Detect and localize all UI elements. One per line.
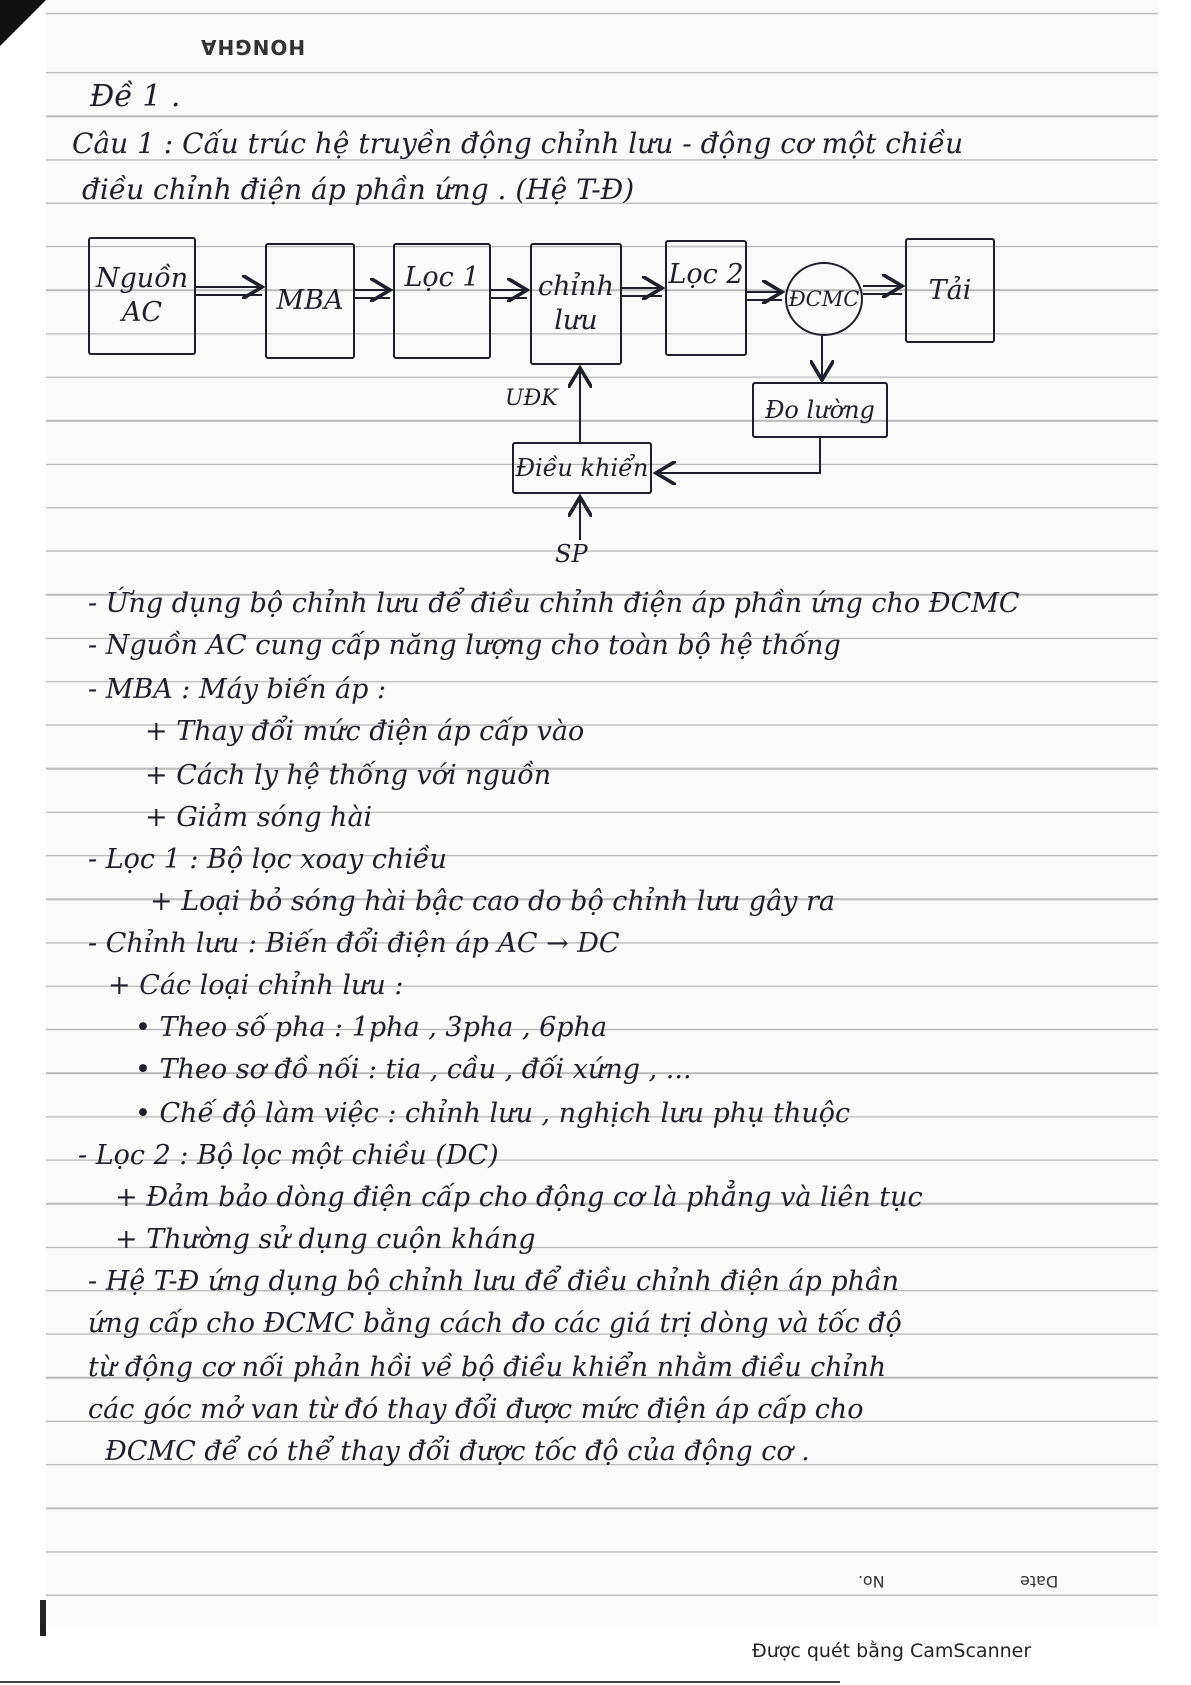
block-load: Tải	[905, 238, 995, 343]
note-line-13: • Chế độ làm việc : chỉnh lưu , nghịch lưu phụ thuộc	[135, 1098, 851, 1129]
arrow-rectifier-to-filter-2	[622, 288, 662, 296]
note-line-11: • Theo số pha : 1pha , 3pha , 6pha	[135, 1012, 608, 1043]
note-line-21: ĐCMC để có thể thay đổi được tốc độ của động cơ .	[105, 1436, 810, 1467]
note-line-16: + Thường sử dụng cuộn kháng	[115, 1224, 536, 1255]
label-setpoint: SP	[555, 540, 588, 568]
footer-date-label: Date	[1020, 1572, 1059, 1591]
note-line-5: + Cách ly hệ thống với nguồn	[145, 760, 552, 791]
note-line-12: • Theo sơ đồ nối : tia , cầu , đối xứng , ...	[135, 1054, 692, 1085]
label-control-voltage: UĐK	[505, 386, 558, 411]
block-controller: Điều khiển	[512, 442, 652, 494]
footer-number-label: No.	[858, 1572, 885, 1591]
question-line-1: Câu 1 : Cấu trúc hệ truyền động chỉnh lưu - động cơ một chiều	[72, 127, 964, 160]
block-source-ac: Nguồn AC	[88, 237, 196, 355]
notebook-brand-logo: HONGHA	[200, 35, 306, 59]
note-line-6: + Giảm sóng hài	[145, 802, 373, 833]
note-line-3: - MBA : Máy biến áp :	[88, 674, 387, 705]
arrow-mba-to-filter-1	[355, 290, 390, 298]
scan-edge-shadow	[40, 1600, 46, 1636]
feedback-measurement-to-controller	[656, 438, 820, 473]
note-line-9: - Chỉnh lưu : Biến đổi điện áp AC → DC	[88, 928, 620, 959]
note-line-18: ứng cấp cho ĐCMC bằng cách đo các giá trị dòng và tốc độ	[88, 1308, 902, 1339]
question-line-2: điều chỉnh điện áp phần ứng . (Hệ T-Đ)	[82, 173, 635, 206]
block-rectifier: chỉnh lưu	[530, 243, 622, 365]
block-dc-motor: ĐCMC	[785, 262, 863, 336]
exam-heading: Đề 1 .	[90, 79, 181, 114]
note-line-2: - Nguồn AC cung cấp năng lượng cho toàn bộ hệ thống	[88, 630, 841, 661]
note-line-8: + Loại bỏ sóng hài bậc cao do bộ chỉnh lưu gây ra	[150, 886, 836, 917]
bottom-edge-line	[0, 1681, 840, 1683]
note-line-14: - Lọc 2 : Bộ lọc một chiều (DC)	[78, 1140, 499, 1171]
note-line-15: + Đảm bảo dòng điện cấp cho động cơ là phẳng và liên tục	[115, 1182, 923, 1213]
note-line-7: - Lọc 1 : Bộ lọc xoay chiều	[88, 844, 447, 875]
block-filter-2: Lọc 2	[665, 240, 747, 356]
scanner-watermark: Được quét bằng CamScanner	[752, 1640, 1032, 1662]
block-measurement: Đo lường	[752, 382, 888, 438]
arrow-motor-to-load	[863, 286, 902, 294]
arrow-filter-1-to-rectifier	[491, 290, 527, 298]
arrow-source-to-mba	[196, 287, 262, 295]
note-line-17: - Hệ T-Đ ứng dụng bộ chỉnh lưu để điều chỉnh điện áp phần	[88, 1266, 899, 1297]
block-mba: MBA	[265, 243, 355, 359]
note-line-20: các góc mở van từ đó thay đổi được mức điện áp cấp cho	[88, 1394, 864, 1425]
note-line-19: từ động cơ nối phản hồi về bộ điều khiển nhằm điều chỉnh	[88, 1352, 887, 1383]
note-line-4: + Thay đổi mức điện áp cấp vào	[145, 716, 585, 747]
arrow-filter-2-to-motor	[747, 292, 782, 300]
note-line-1: - Ứng dụng bộ chỉnh lưu để điều chỉnh điện áp phần ứng cho ĐCMC	[88, 588, 1020, 619]
note-line-10: + Các loại chỉnh lưu :	[108, 970, 404, 1001]
block-filter-1: Lọc 1	[393, 243, 491, 359]
